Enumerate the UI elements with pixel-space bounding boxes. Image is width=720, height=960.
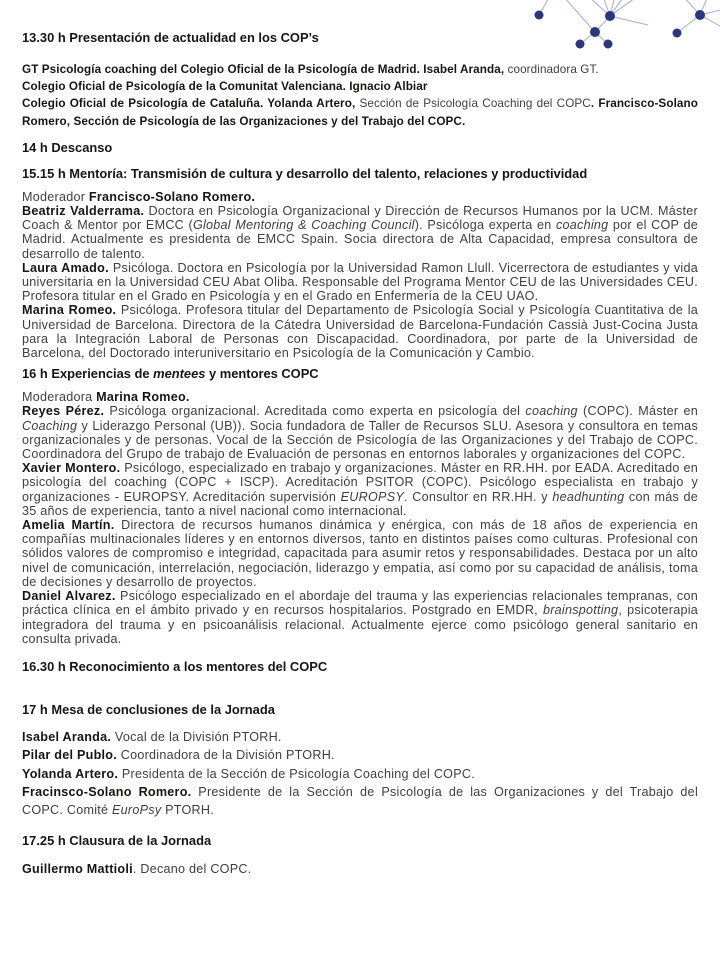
text-run: 15.15 h Mentoría: Transmisión de cultura y desarrollo del talento, relaciones y productividad — [22, 165, 588, 181]
text-run: Francisco-Solano Romero, Sección de Psicología de las Organizaciones y del Trabajo del COPC. — [22, 97, 698, 128]
text-run: coaching — [556, 218, 609, 233]
text-run: headhunting — [552, 489, 625, 504]
text-run: Daniel Alvarez. — [22, 589, 116, 604]
text-run: Psicólogo, especializado en trabajo y organizaciones. Máster en RR.HH. por EADA. Acreditado en psicología del coaching (COPC + ISCP). Acreditación PSITOR (COPC). Psicólogo especialista en trabajo y organizaciones - EUROPSY. Acreditación supervisión — [22, 461, 698, 504]
text-run: mentees — [153, 366, 206, 382]
agenda-heading — [22, 833, 698, 848]
agenda-entry — [22, 204, 698, 261]
text-run: Doctora en Psicología Organizacional y Dirección de Recursos Humanos por la UCM. Máster Coach & Mentor por EMCC ( — [22, 204, 698, 233]
text-run: 16.30 h Reconocimiento a los mentores del COPC — [22, 658, 328, 674]
text-run: Beatriz Valderrama. — [22, 204, 145, 219]
agenda-entry — [22, 461, 698, 518]
agenda-heading — [22, 166, 698, 181]
network-edge — [563, 0, 595, 32]
agenda-block — [22, 728, 698, 819]
text-run: Coordinadora de la División PTORH. — [116, 748, 335, 763]
text-run: Yolanda Artero. — [22, 766, 119, 781]
text-run: Marina Romeo. — [96, 390, 190, 405]
agenda-entry — [22, 190, 698, 204]
agenda-entry — [22, 728, 698, 746]
text-run: 17 h Mesa de conclusiones de la Jornada — [22, 701, 275, 717]
agenda-heading — [22, 366, 698, 381]
text-run: Reyes Pérez. — [22, 404, 105, 419]
text-run: Fracinsco-Solano Romero. — [22, 784, 192, 799]
agenda-entry — [22, 78, 698, 95]
text-run: y mentores COPC — [205, 366, 319, 382]
text-run: . — [590, 97, 599, 111]
text-run: Laura Amado. — [22, 260, 109, 275]
agenda-entry — [22, 783, 698, 820]
agenda-entry — [22, 303, 698, 360]
text-run: 16 h Experiencias de — [22, 366, 154, 382]
agenda-heading — [22, 702, 698, 717]
text-run: Psicóloga organizacional. Acreditada como experta en psicología del — [104, 404, 526, 419]
text-run: Sección de Psicología Coaching del COPC — [355, 97, 591, 111]
text-run: Isabel Aranda. — [22, 729, 112, 744]
text-run: 13.30 h Presentación de actualidad en los COP’s — [22, 30, 319, 45]
text-run: Coaching — [22, 418, 78, 433]
text-run: Guillermo Mattioli — [22, 862, 133, 877]
agenda-block — [22, 61, 698, 130]
text-run: Xavier Montero. — [22, 461, 121, 476]
agenda-entry — [22, 765, 698, 783]
text-run: coordinadora GT. — [504, 63, 599, 76]
text-run: 14 h Descanso — [22, 139, 113, 155]
network-node — [535, 11, 544, 20]
agenda-entry — [22, 860, 698, 878]
text-run: Colegio Oficial de Psicología de la Comunitat Valenciana. Ignacio Albiar — [22, 80, 428, 94]
text-run: Vocal de la División PTORH. — [111, 729, 282, 744]
agenda-heading — [22, 659, 698, 674]
text-run: Directora de recursos humanos dinámica y enérgica, con más de 18 años de experiencia en compañías multinacionales líderes y en entornos diversos, tanto en distintos países como culturas. Profesional con sólidos valores de compromiso e integridad, capacitada para asumir retos y responsabilidades. Destaca por un alto nivel de comunicación, interrelación, negociación, liderazgo y empatía, así como por su capacidad de análisis, toma de decisiones y desarrollo de proyectos. — [22, 518, 699, 589]
text-run: Francisco-Solano Romero. — [88, 189, 256, 204]
agenda-heading — [22, 30, 698, 45]
network-edge — [610, 16, 648, 25]
text-run: PTORH. — [161, 803, 214, 818]
agenda-block — [22, 860, 698, 878]
agenda-entry — [22, 404, 698, 461]
text-run: Pilar del Publo. — [22, 748, 117, 763]
text-run: Psicóloga. Profesora titular del Departamento de Psicología Social y Psicología Cuantitativa de la Universidad de Barcelona. Directora de la Cátedra Universidad de Barcelona-Fundación Cassià Just-Cocina Justa para la Integración Laboral de Personas con Discapacidad. Coordinadora, por parte de la Universidad de Barcelona, del Doctorado interuniversitario en Psicología de la Comunicación y Cambio. — [22, 303, 698, 361]
agenda-entry — [22, 746, 698, 764]
text-run: Colegio Oficial de Psicología de Cataluña. Yolanda Artero, — [22, 97, 356, 111]
agenda-content — [22, 30, 698, 879]
agenda-block — [22, 190, 698, 360]
agenda-entry — [22, 261, 698, 304]
text-run: GT Psicología coaching del Colegio Oficial de la Psicología de Madrid. Isabel Aranda, — [22, 63, 505, 76]
text-run: 17.25 h Clausura de la Jornada — [22, 833, 212, 849]
agenda-entry — [22, 589, 698, 646]
text-run: . Consultor en RR.HH. y — [404, 489, 553, 504]
text-run: por el COP de Madrid. Actualmente es presidenta de EMCC Spain. Socia directora de Alta Capacidad, empresa consultora de desarrollo de talento. — [22, 218, 698, 261]
agenda-entry — [22, 95, 698, 129]
agenda-entry — [22, 390, 698, 404]
network-node — [605, 11, 615, 21]
text-run: con más de 35 años de experiencia, tanto a nivel nacional como internacional. — [22, 489, 698, 518]
text-run: Moderadora — [22, 390, 97, 405]
text-run: Marina Romeo. — [22, 303, 117, 318]
agenda-block — [22, 390, 698, 646]
text-run: Presidente de la Sección de Psicología de las Organizaciones y del Trabajo del COPC. Comité — [22, 784, 698, 818]
text-run: Global Mentoring & Coaching Council — [192, 218, 415, 233]
text-run: Presidenta de la Sección de Psicología Coaching del COPC. — [118, 766, 475, 781]
agenda-heading — [22, 140, 698, 155]
text-run: EuroPsy — [112, 803, 162, 818]
text-run: . Decano del COPC. — [132, 862, 252, 877]
text-run: Amelia Martín. — [22, 518, 115, 533]
text-run: Moderador — [22, 189, 89, 204]
agenda-entry — [22, 61, 698, 78]
text-run: EUROPSY — [340, 489, 404, 504]
agenda-entry — [22, 518, 698, 589]
text-run: brainspotting — [542, 603, 619, 618]
text-run: , psicoterapia integradora del trauma y en psicoanálisis relacional. Actualmente ejerce como psicólogo general sanitario en consulta privada. — [22, 603, 698, 646]
text-run: Psicólogo especializado en el abordaje del trauma y las experiencias relacionales tempranas, con práctica clínica en el ámbito privado y en recursos hospitalarios. Postgrado en EMDR, — [22, 589, 698, 618]
text-run: ). Psicóloga experta en — [414, 218, 556, 233]
network-node — [695, 10, 705, 20]
text-run: (COPC). Máster en — [577, 404, 699, 419]
text-run: Psicóloga. Doctora en Psicología por la Universidad Ramon Llull. Vicerrectora de estudiantes y vida universitaria en la Universidad CEU Abat Oliba. Responsable del Programa Mentor CEU de las Universidades CEU. Profesora titular en el Grado en Psicología y en el Grado en Enfermería de la CEU UAO. — [22, 260, 698, 304]
text-run: coaching — [525, 404, 578, 419]
text-run: y Liderazgo Personal (UB)). Socia fundadora de Taller de Recursos SLU. Asesora y consultora en temas organizacionales y de personas. Vocal de la Sección de Psicología de las Organizaciones y del Trabajo de COPC. Coordinadora del Grupo de trabajo de Evaluación de personas en entornos laborales y organizaciones del COPC. — [22, 418, 698, 462]
